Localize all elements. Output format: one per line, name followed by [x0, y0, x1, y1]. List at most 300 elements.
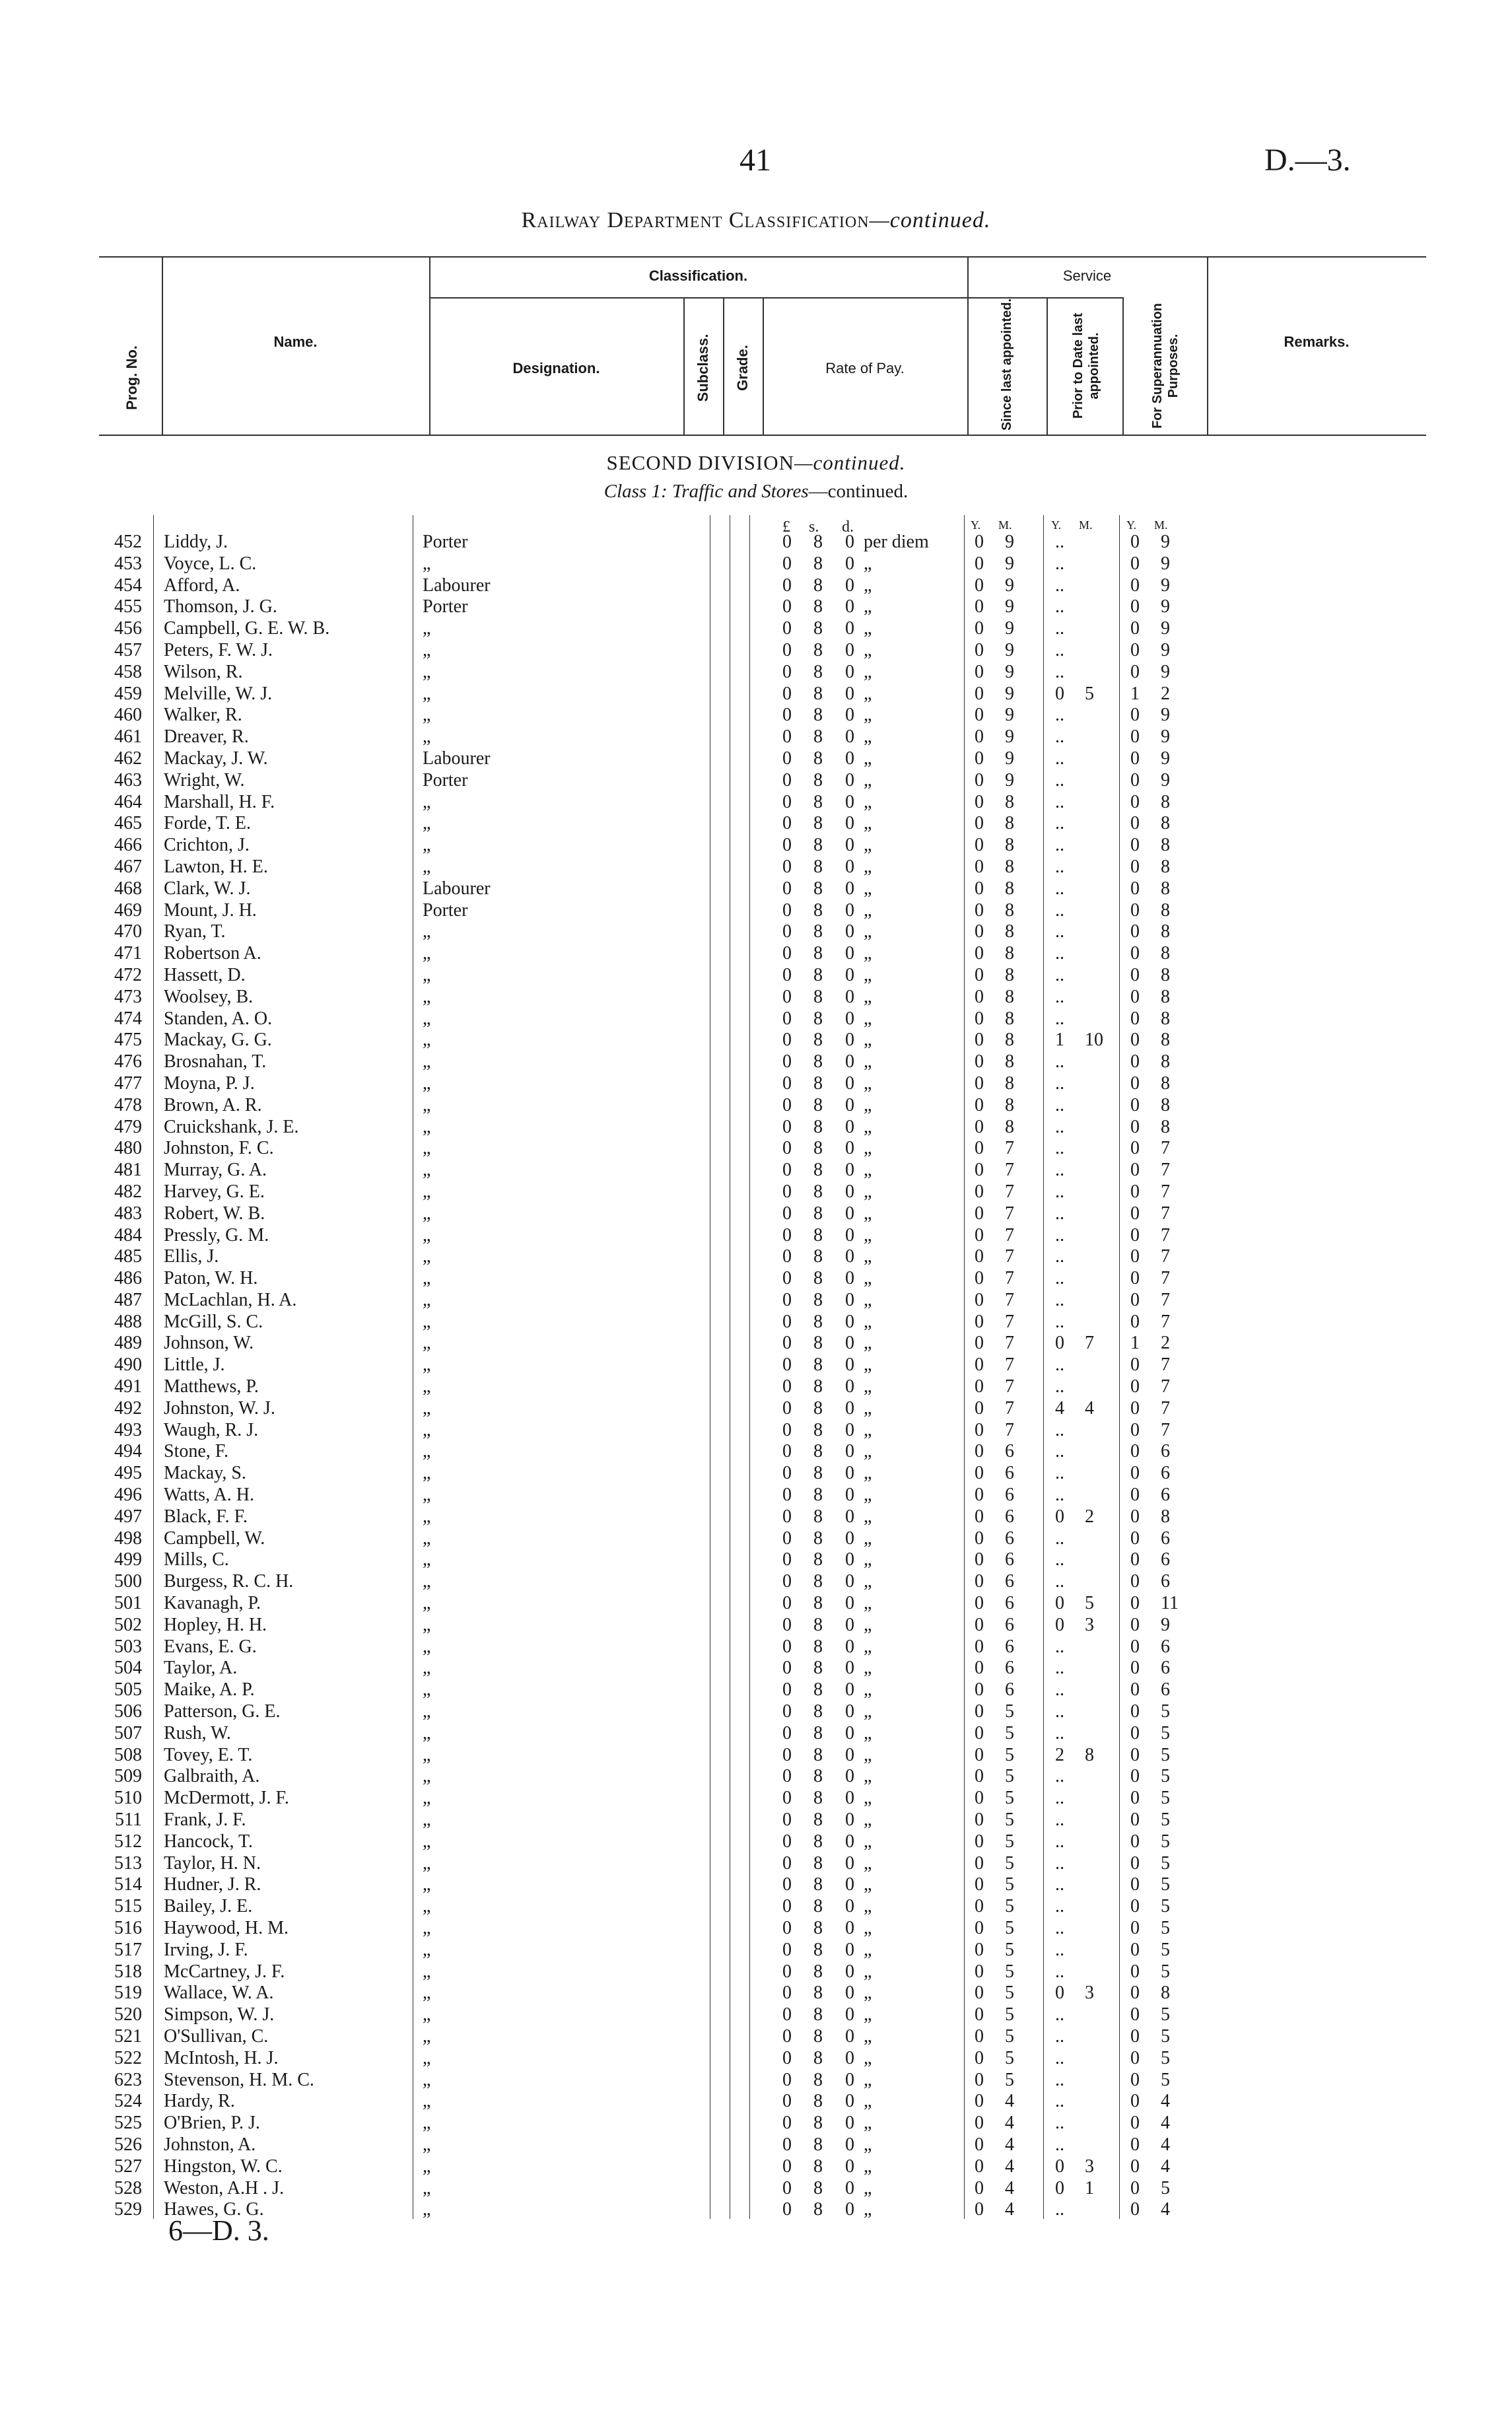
super-years: 0: [1130, 661, 1140, 682]
pay-unit: „: [864, 748, 872, 769]
since-last-months: 6: [1005, 1528, 1014, 1549]
since-last-years: 0: [975, 1160, 984, 1181]
name: Moyna, P. J.: [164, 1072, 255, 1094]
table-row: [0, 1030, 1512, 1051]
pay-pounds: 0: [782, 835, 792, 856]
pay-shillings: 8: [813, 2134, 823, 2155]
prog-no: 463: [114, 769, 142, 791]
table-row: [0, 553, 1512, 575]
prior-years: ..: [1055, 835, 1064, 856]
since-last-years: 0: [975, 1397, 984, 1419]
prior-years: ..: [1055, 1961, 1064, 1982]
since-last-years: 0: [975, 1485, 984, 1506]
prog-no: 469: [114, 899, 142, 921]
pay-unit: „: [864, 639, 872, 660]
table-row: [0, 2070, 1512, 2091]
prog-no: 524: [114, 2091, 142, 2112]
since-last-months: 5: [1005, 1788, 1014, 1809]
prog-no: 496: [114, 1485, 142, 1506]
pay-pence: 0: [845, 1528, 854, 1549]
super-months: 7: [1161, 1138, 1170, 1159]
pay-unit: „: [864, 1138, 872, 1159]
super-years: 0: [1130, 791, 1140, 812]
super-months: 8: [1161, 964, 1170, 985]
pay-unit: „: [864, 575, 872, 596]
prog-no: 468: [114, 878, 142, 899]
pay-pence: 0: [845, 1354, 854, 1376]
name: Harvey, G. E.: [164, 1181, 265, 1202]
name: Wallace, W. A.: [164, 1983, 274, 2004]
super-years: 0: [1130, 1397, 1140, 1419]
super-years: 0: [1130, 1788, 1140, 1809]
col-divider: [1047, 297, 1048, 435]
prior-years: ..: [1055, 1874, 1064, 1895]
super-months: 8: [1161, 1072, 1170, 1094]
pay-pounds: 0: [782, 1419, 792, 1440]
prog-no: 623: [114, 2069, 142, 2090]
pay-shillings: 8: [813, 1441, 823, 1462]
super-months: 9: [1161, 639, 1170, 660]
pay-pounds: 0: [782, 1549, 792, 1570]
pay-unit: „: [864, 1224, 872, 1246]
prog-no: 520: [114, 2004, 142, 2025]
since-last-years: 0: [975, 1419, 984, 1440]
pay-pence: 0: [845, 1441, 854, 1462]
super-years: 0: [1130, 1051, 1140, 1072]
pay-unit: „: [864, 1116, 872, 1137]
pay-shillings: 8: [813, 1181, 823, 1202]
name: Black, F. F.: [164, 1506, 248, 1527]
designation: „: [423, 1658, 431, 1679]
pay-shillings: 8: [813, 726, 823, 748]
pay-unit: „: [864, 1528, 872, 1549]
since-last-months: 8: [1005, 835, 1014, 856]
designation: „: [423, 2025, 431, 2047]
super-months: 8: [1161, 791, 1170, 812]
table-row: [0, 900, 1512, 922]
prog-no: 460: [114, 705, 142, 726]
prog-no: 484: [114, 1224, 142, 1246]
name: Mackay, J. W.: [164, 748, 268, 769]
super-years: 0: [1130, 1268, 1140, 1289]
pay-pence: 0: [845, 1766, 854, 1787]
unit-pence: d.: [842, 518, 854, 536]
table-row: [0, 987, 1512, 1008]
pay-shillings: 8: [813, 661, 823, 682]
pay-pence: 0: [845, 1333, 854, 1354]
pay-pence: 0: [845, 1116, 854, 1137]
since-last-months: 7: [1005, 1203, 1014, 1224]
name: Brosnahan, T.: [164, 1051, 267, 1072]
since-last-years: 0: [975, 856, 984, 877]
since-last-months: 4: [1005, 2156, 1014, 2177]
super-months: 5: [1161, 1722, 1170, 1743]
prog-no: 457: [114, 639, 142, 660]
since-last-years: 0: [975, 639, 984, 660]
pay-pounds: 0: [782, 1614, 792, 1635]
since-last-months: 5: [1005, 1918, 1014, 1938]
super-years: 0: [1130, 2004, 1140, 2025]
designation: „: [423, 2004, 431, 2025]
table-row: [0, 878, 1512, 900]
pay-shillings: 8: [813, 1376, 823, 1397]
pay-shillings: 8: [813, 943, 823, 964]
prior-years: ..: [1055, 1246, 1064, 1267]
name: Clark, W. J.: [164, 878, 251, 899]
pay-unit: „: [864, 813, 872, 834]
prior-years: ..: [1055, 661, 1064, 682]
designation: „: [423, 1030, 431, 1051]
pay-pence: 0: [845, 2069, 854, 2090]
since-last-months: 9: [1005, 748, 1014, 769]
name: Johnston, W. J.: [164, 1397, 275, 1419]
header-remarks: Remarks.: [1284, 334, 1350, 350]
table-row: [0, 1354, 1512, 1376]
designation: „: [423, 2113, 431, 2134]
table-row: [0, 1896, 1512, 1918]
designation: „: [423, 921, 431, 942]
since-last-months: 9: [1005, 618, 1014, 639]
page-title: [0, 208, 1512, 233]
name: Mount, J. H.: [164, 899, 257, 921]
since-last-months: 8: [1005, 899, 1014, 921]
super-months: 8: [1161, 1094, 1170, 1115]
designation: „: [423, 1593, 431, 1614]
prog-no: 504: [114, 1658, 142, 1679]
table-row: [0, 2026, 1512, 2048]
prog-no: 514: [114, 1874, 142, 1895]
super-months: 8: [1161, 943, 1170, 964]
division-title-text: SECOND DIVISION: [606, 451, 794, 474]
super-months: 7: [1161, 1224, 1170, 1246]
super-months: 2: [1161, 1333, 1170, 1354]
name: Bailey, J. E.: [164, 1896, 253, 1917]
super-months: 4: [1161, 2134, 1170, 2155]
pay-unit: „: [864, 1593, 872, 1614]
pay-pounds: 0: [782, 1593, 792, 1614]
table-row: [0, 813, 1512, 835]
super-years: 0: [1130, 2134, 1140, 2155]
name: Taylor, A.: [164, 1658, 238, 1679]
super-years: 0: [1130, 1636, 1140, 1657]
prior-years: 0: [1055, 1333, 1064, 1354]
pay-unit: „: [864, 2134, 872, 2155]
prior-years: ..: [1055, 2025, 1064, 2047]
since-last-months: 5: [1005, 2004, 1014, 2025]
pay-shillings: 8: [813, 618, 823, 639]
table-row: [0, 618, 1512, 640]
super-months: 6: [1161, 1571, 1170, 1592]
pay-unit: „: [864, 1614, 872, 1635]
pay-pence: 0: [845, 835, 854, 856]
prior-years: 0: [1055, 1506, 1064, 1527]
super-years: 0: [1130, 639, 1140, 660]
super-years: 0: [1130, 921, 1140, 942]
since-last-months: 5: [1005, 1939, 1014, 1960]
pay-pounds: 0: [782, 921, 792, 942]
pay-unit: „: [864, 1636, 872, 1657]
prior-years: ..: [1055, 1918, 1064, 1938]
designation: „: [423, 705, 431, 726]
table-row: [0, 1420, 1512, 1442]
name: Liddy, J.: [164, 532, 228, 552]
since-last-years: 0: [975, 726, 984, 748]
pay-unit: „: [864, 618, 872, 639]
division-title: [0, 451, 1512, 475]
super-years: 0: [1130, 1571, 1140, 1592]
pay-pence: 0: [845, 1874, 854, 1895]
pay-pence: 0: [845, 596, 854, 617]
pay-shillings: 8: [813, 1744, 823, 1765]
designation: „: [423, 1181, 431, 1202]
header-since-last: Since last appointed.: [1000, 298, 1014, 431]
prog-no: 470: [114, 921, 142, 942]
pay-unit: „: [864, 943, 872, 964]
pay-pence: 0: [845, 1030, 854, 1051]
table-row: [0, 1095, 1512, 1117]
super-years: 0: [1130, 2199, 1140, 2220]
super-months: 5: [1161, 2177, 1170, 2198]
since-last-months: 8: [1005, 1051, 1014, 1072]
pay-unit: „: [864, 1788, 872, 1809]
pay-pounds: 0: [782, 1961, 792, 1982]
super-years: 0: [1130, 1354, 1140, 1376]
pay-pence: 0: [845, 1008, 854, 1029]
since-last-months: 8: [1005, 856, 1014, 877]
since-last-years: 0: [975, 835, 984, 856]
pay-unit: „: [864, 2025, 872, 2047]
super-years: 0: [1130, 1094, 1140, 1115]
prior-years: ..: [1055, 1766, 1064, 1787]
super-months: 7: [1161, 1160, 1170, 1181]
table-row: [0, 748, 1512, 770]
since-last-months: 7: [1005, 1160, 1014, 1181]
table-row: [0, 1268, 1512, 1290]
designation: „: [423, 856, 431, 877]
designation: Labourer: [423, 748, 491, 769]
prog-no: 513: [114, 1852, 142, 1874]
table-row: [0, 1983, 1512, 2004]
header-service: Service: [1062, 267, 1112, 284]
since-last-years: 0: [975, 1593, 984, 1614]
since-last-years: 0: [975, 1874, 984, 1895]
prog-no: 489: [114, 1333, 142, 1354]
pay-pounds: 0: [782, 1766, 792, 1787]
prior-years: 1: [1055, 1030, 1064, 1051]
pay-pence: 0: [845, 1419, 854, 1440]
super-months: 5: [1161, 1788, 1170, 1809]
super-months: 5: [1161, 1918, 1170, 1938]
page-number: 41: [739, 143, 771, 178]
since-last-months: 7: [1005, 1181, 1014, 1202]
super-years: 0: [1130, 1896, 1140, 1917]
super-months: 5: [1161, 2069, 1170, 2090]
prior-years: ..: [1055, 1788, 1064, 1809]
pay-shillings: 8: [813, 1051, 823, 1072]
name: Robertson A.: [164, 943, 261, 964]
prog-no: 458: [114, 661, 142, 682]
since-last-years: 0: [975, 2025, 984, 2047]
pay-pence: 0: [845, 878, 854, 899]
super-years: 0: [1130, 1441, 1140, 1462]
table-row: [0, 1073, 1512, 1095]
table-row: [0, 1246, 1512, 1268]
designation: „: [423, 943, 431, 964]
pay-shillings: 8: [813, 1722, 823, 1743]
pay-shillings: 8: [813, 1831, 823, 1852]
super-years: 0: [1130, 1874, 1140, 1895]
pay-pounds: 0: [782, 1658, 792, 1679]
super-years: 0: [1130, 1593, 1140, 1614]
name: Pressly, G. M.: [164, 1224, 269, 1246]
pay-pence: 0: [845, 1485, 854, 1506]
prior-years: ..: [1055, 1203, 1064, 1224]
pay-shillings: 8: [813, 1528, 823, 1549]
designation: „: [423, 1072, 431, 1094]
pay-pence: 0: [845, 1658, 854, 1679]
pay-unit: „: [864, 1094, 872, 1115]
prog-no: 500: [114, 1571, 142, 1592]
pay-pounds: 0: [782, 1354, 792, 1376]
name: McLachlan, H. A.: [164, 1289, 297, 1310]
prior-years: ..: [1055, 813, 1064, 834]
pay-pounds: 0: [782, 1810, 792, 1831]
designation: „: [423, 835, 431, 856]
since-last-months: 7: [1005, 1289, 1014, 1310]
name: Johnston, F. C.: [164, 1138, 274, 1159]
title-text: Railway Department Classification: [521, 208, 870, 232]
table-row: [0, 1463, 1512, 1485]
name: Haywood, H. M.: [164, 1918, 289, 1938]
super-years: 0: [1130, 1614, 1140, 1635]
prior-years: ..: [1055, 2199, 1064, 2220]
table-row: [0, 1549, 1512, 1571]
table-row: [0, 684, 1512, 705]
unit-m3: M.: [1154, 518, 1168, 532]
since-last-years: 0: [975, 2113, 984, 2134]
pay-pence: 0: [845, 726, 854, 748]
name: Voyce, L. C.: [164, 553, 257, 574]
super-years: 0: [1130, 1701, 1140, 1722]
since-last-months: 7: [1005, 1397, 1014, 1419]
name: Hardy, R.: [164, 2091, 235, 2112]
pay-pence: 0: [845, 1506, 854, 1527]
header-designation: Designation.: [512, 360, 600, 376]
since-last-months: 5: [1005, 1983, 1014, 2004]
since-last-years: 0: [975, 813, 984, 834]
pay-pounds: 0: [782, 2156, 792, 2177]
prog-no: 477: [114, 1072, 142, 1094]
pay-unit: „: [864, 1571, 872, 1592]
since-last-months: 4: [1005, 2177, 1014, 2198]
designation: „: [423, 1831, 431, 1852]
prog-no: 466: [114, 835, 142, 856]
header-bottom-rule: [99, 435, 1426, 436]
since-last-months: 5: [1005, 2069, 1014, 2090]
pay-pounds: 0: [782, 1506, 792, 1527]
super-years: 0: [1130, 856, 1140, 877]
pay-pence: 0: [845, 1614, 854, 1635]
since-last-years: 0: [975, 2004, 984, 2025]
table-row: [0, 1376, 1512, 1398]
since-last-months: 5: [1005, 1701, 1014, 1722]
name: Crichton, J.: [164, 835, 250, 856]
since-last-years: 0: [975, 1181, 984, 1202]
table-body: [0, 532, 1512, 2221]
class-title: [0, 481, 1512, 503]
pay-pounds: 0: [782, 748, 792, 769]
pay-shillings: 8: [813, 596, 823, 617]
super-years: 0: [1130, 1376, 1140, 1397]
prior-years: ..: [1055, 2113, 1064, 2134]
super-months: 7: [1161, 1268, 1170, 1289]
pay-shillings: 8: [813, 1268, 823, 1289]
super-months: 4: [1161, 2156, 1170, 2177]
prog-no: 461: [114, 726, 142, 748]
pay-unit: „: [864, 1549, 872, 1570]
table-row: [0, 857, 1512, 878]
prior-years: ..: [1055, 1419, 1064, 1440]
name: Hancock, T.: [164, 1831, 254, 1852]
designation: „: [423, 813, 431, 834]
since-last-years: 0: [975, 1810, 984, 1831]
prior-years: ..: [1055, 1160, 1064, 1181]
pay-shillings: 8: [813, 791, 823, 812]
pay-unit: „: [864, 1030, 872, 1051]
super-years: 0: [1130, 596, 1140, 617]
pay-pence: 0: [845, 1051, 854, 1072]
designation: „: [423, 1939, 431, 1960]
since-last-years: 0: [975, 769, 984, 791]
table-row: [0, 2091, 1512, 2113]
super-years: 0: [1130, 1983, 1140, 2004]
table-row: [0, 965, 1512, 987]
table-row: [0, 1745, 1512, 1767]
prog-no: 508: [114, 1744, 142, 1765]
prior-years: ..: [1055, 1289, 1064, 1310]
prior-years: ..: [1055, 1116, 1064, 1137]
designation: „: [423, 2091, 431, 2112]
super-years: 0: [1130, 2113, 1140, 2134]
pay-unit: „: [864, 1051, 872, 1072]
prior-years: 4: [1055, 1397, 1064, 1419]
super-months: 6: [1161, 1441, 1170, 1462]
super-years: 0: [1130, 1116, 1140, 1137]
pay-pounds: 0: [782, 575, 792, 596]
unit-y2: Y.: [1051, 518, 1062, 532]
pay-pounds: 0: [782, 2199, 792, 2220]
designation: „: [423, 639, 431, 660]
pay-pence: 0: [845, 1289, 854, 1310]
pay-pounds: 0: [782, 964, 792, 985]
since-last-months: 4: [1005, 2199, 1014, 2220]
pay-pence: 0: [845, 575, 854, 596]
pay-pounds: 0: [782, 1203, 792, 1224]
pay-unit: „: [864, 1939, 872, 1960]
pay-pounds: 0: [782, 1852, 792, 1874]
table-row: [0, 1203, 1512, 1225]
name: Wright, W.: [164, 769, 245, 791]
table-row: [0, 2113, 1512, 2134]
pay-pence: 0: [845, 618, 854, 639]
since-last-months: 8: [1005, 1116, 1014, 1137]
pay-unit: „: [864, 1354, 872, 1376]
table-row: [0, 1723, 1512, 1745]
super-years: 0: [1130, 1289, 1140, 1310]
prior-years: ..: [1055, 1051, 1064, 1072]
super-years: 0: [1130, 1744, 1140, 1765]
pay-pence: 0: [845, 748, 854, 769]
